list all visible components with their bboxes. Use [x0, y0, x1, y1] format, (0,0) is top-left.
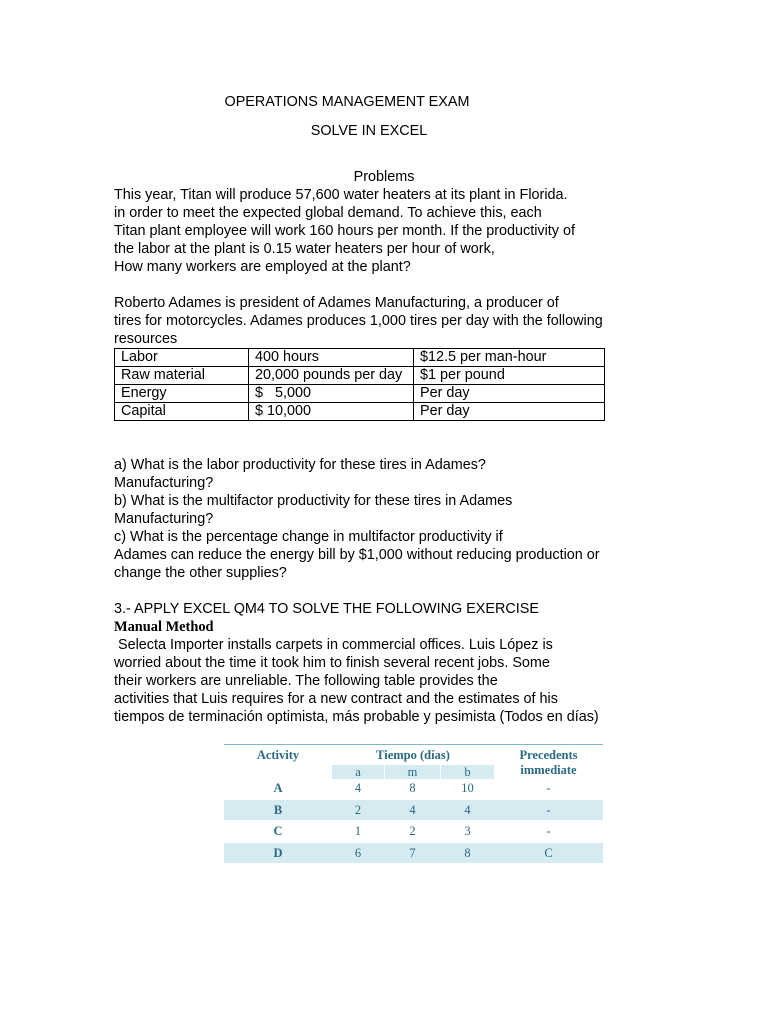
problem1-line: Titan plant employee will work 160 hours per month. If the productivity of: [114, 223, 575, 239]
table-row: [224, 778, 603, 798]
precedents-header: Precedents: [519, 748, 578, 762]
resource-cost: $1 per pound: [414, 367, 605, 385]
precedent-cell: -: [546, 803, 551, 817]
resource-name: Energy: [115, 385, 249, 403]
table-top-rule: [224, 744, 603, 745]
time-b-cell: 8: [464, 846, 471, 860]
time-a-cell: 2: [354, 803, 362, 817]
resource-quantity: $ 5,000: [249, 385, 414, 403]
activity-cell: B: [273, 803, 283, 817]
problem2-line: Roberto Adames is president of Adames Manufacturing, a producer of: [114, 295, 559, 311]
problem2-line: resources: [114, 331, 178, 347]
manual-method-label: Manual Method: [114, 619, 214, 635]
resource-name: Labor: [115, 349, 249, 367]
resources-table: [114, 348, 605, 421]
resource-quantity: $ 10,000: [249, 403, 414, 421]
exam-subtitle: SOLVE IN EXCEL: [310, 123, 428, 139]
resource-quantity: 20,000 pounds per day: [249, 367, 414, 385]
problems-heading: Problems: [353, 169, 415, 185]
question-line: Manufacturing?: [114, 511, 214, 527]
table-row: [115, 403, 605, 421]
problem3-line: worried about the time it took him to finish several recent jobs. Some: [114, 655, 550, 671]
time-b-cell: 10: [461, 781, 474, 795]
resource-name: Raw material: [115, 367, 249, 385]
sub-header-a: a: [332, 765, 384, 779]
resource-name: Capital: [115, 403, 249, 421]
problem3-line: activities that Luis requires for a new contract and the estimates of his: [114, 691, 558, 707]
problem3-heading: 3.- APPLY EXCEL QM4 TO SOLVE THE FOLLOWING EXERCISE: [114, 601, 539, 617]
precedent-cell: -: [546, 824, 551, 838]
question-line: Adames can reduce the energy bill by $1,000 without reducing production or: [114, 547, 600, 563]
question-line: c) What is the percentage change in multifactor productivity if: [114, 529, 503, 545]
time-header: Tiempo (días): [376, 748, 450, 762]
time-a-cell: 4: [354, 781, 362, 795]
activity-cell: A: [273, 781, 283, 795]
activity-header: Activity: [256, 748, 300, 762]
table-row: [224, 821, 603, 841]
problem3-line: their workers are unreliable. The following table provides the: [114, 673, 498, 689]
problem3-line: Selecta Importer installs carpets in commercial offices. Luis López is: [114, 637, 553, 653]
sub-header-b: b: [441, 765, 494, 779]
table-row: [224, 843, 603, 863]
activity-cell: D: [273, 846, 283, 860]
table-row: [224, 800, 603, 820]
time-a-cell: 1: [354, 824, 362, 838]
resource-cost: $12.5 per man-hour: [414, 349, 605, 367]
exam-title: OPERATIONS MANAGEMENT EXAM: [224, 94, 470, 110]
time-m-cell: 8: [409, 781, 416, 795]
question-line: change the other supplies?: [114, 565, 287, 581]
time-a-cell: 6: [354, 846, 362, 860]
resource-cost: Per day: [414, 403, 605, 421]
problem1-line: This year, Titan will produce 57,600 water heaters at its plant in Florida.: [114, 187, 568, 203]
resource-cost: Per day: [414, 385, 605, 403]
question-line: a) What is the labor productivity for these tires in Adames?: [114, 457, 486, 473]
problem2-line: tires for motorcycles. Adames produces 1,000 tires per day with the following: [114, 313, 603, 329]
table-row: [115, 367, 605, 385]
time-m-cell: 4: [409, 803, 416, 817]
table-row: [115, 349, 605, 367]
precedent-cell: C: [544, 846, 553, 860]
problem1-line: in order to meet the expected global demand. To achieve this, each: [114, 205, 542, 221]
table-row: [115, 385, 605, 403]
question-line: b) What is the multifactor productivity for these tires in Adames: [114, 493, 513, 509]
sub-header-m: m: [385, 765, 440, 779]
activity-cell: C: [273, 824, 283, 838]
time-b-cell: 4: [464, 803, 471, 817]
resource-quantity: 400 hours: [249, 349, 414, 367]
precedents-header-2: immediate: [520, 763, 577, 777]
question-line: Manufacturing?: [114, 475, 214, 491]
problem3-line: tiempos de terminación optimista, más probable y pesimista (Todos en días): [114, 709, 599, 725]
time-m-cell: 2: [409, 824, 416, 838]
time-b-cell: 3: [464, 824, 471, 838]
problem1-line: How many workers are employed at the plant?: [114, 259, 411, 275]
problem1-line: the labor at the plant is 0.15 water heaters per hour of work,: [114, 241, 495, 257]
time-m-cell: 7: [409, 846, 416, 860]
precedent-cell: -: [546, 781, 551, 795]
